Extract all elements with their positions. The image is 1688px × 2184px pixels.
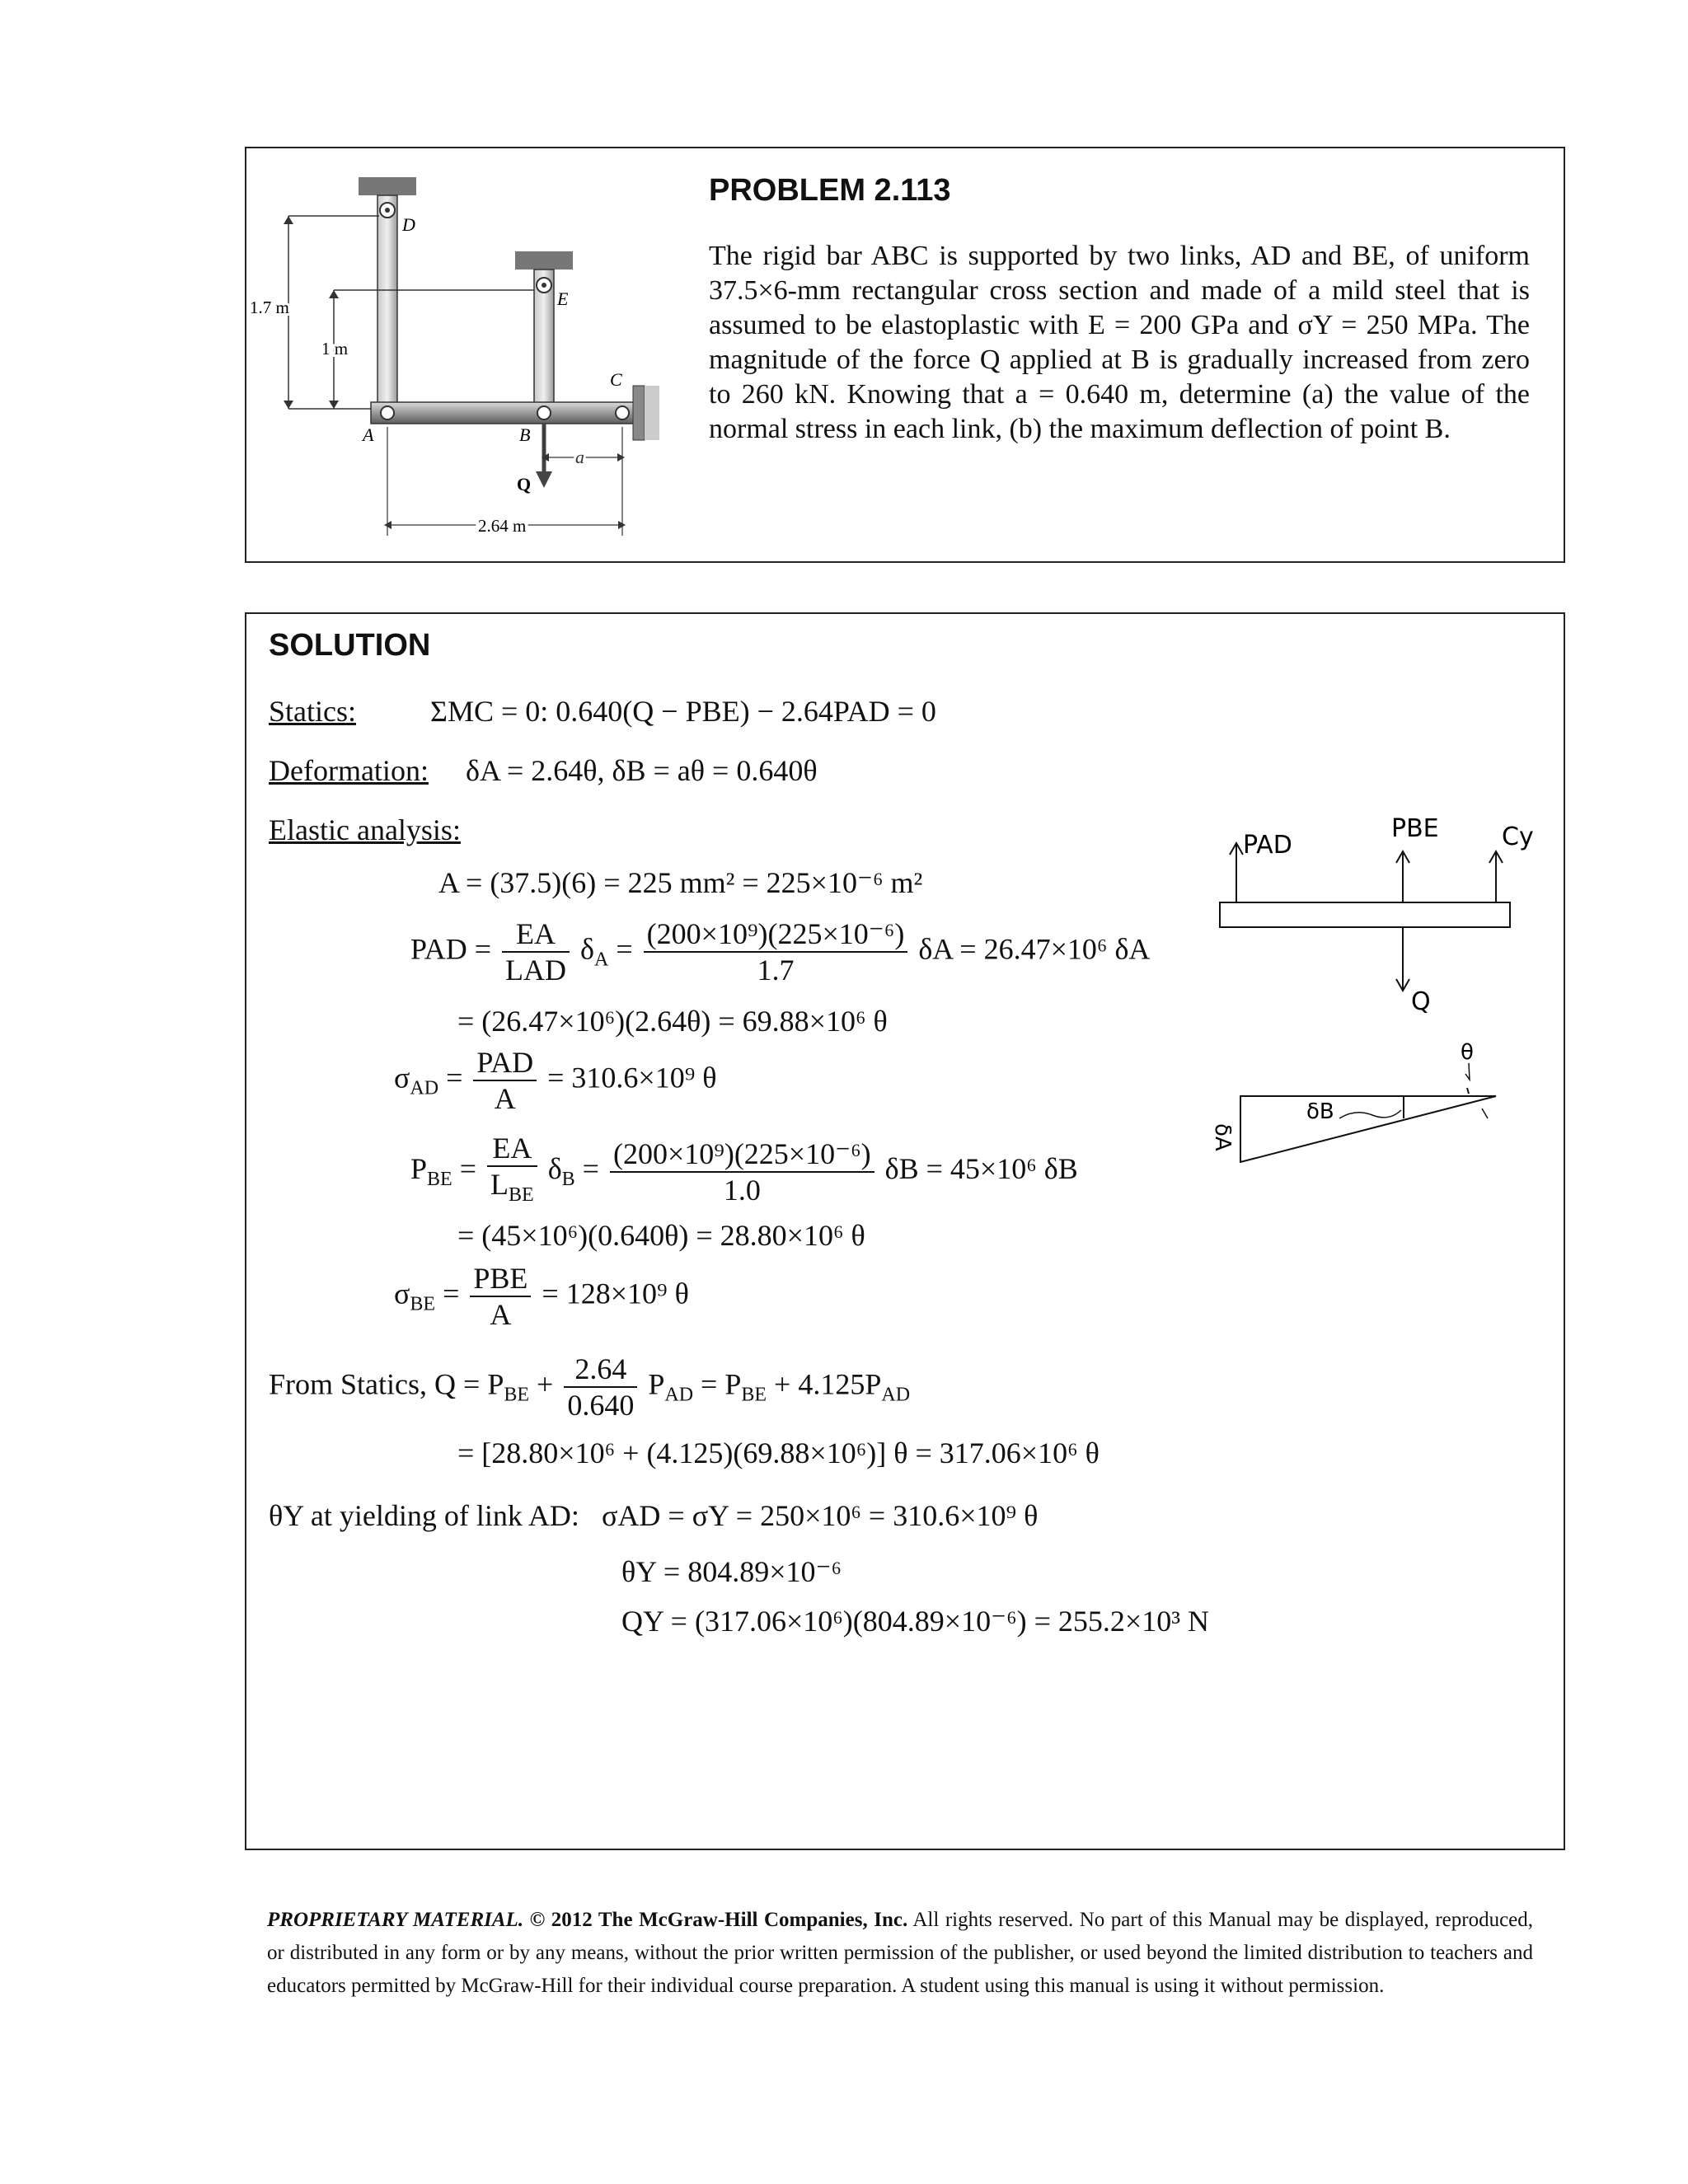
- sketch-bar: [1220, 902, 1510, 927]
- fig-label-q: Q: [517, 474, 532, 494]
- problem-paragraph: The rigid bar ABC is supported by two links, AD and BE, of uniform 37.5×6-mm rectangular cross section and made of a mild steel that is assumed to be elastoplastic with E = 200 GPa and σY = 250 MPa. The magnitude of the force Q applied at B is gradually increased from zero to 260 kN. Knowing that a = 0.640 m, determine (a) the value of the normal stress in each link, (b) the maximum deflection of point B.: [709, 241, 1530, 444]
- sigma-be-result: = 128×10⁹ θ: [542, 1277, 689, 1310]
- fig-label-e: E: [557, 288, 569, 309]
- fig-label-a: A: [363, 424, 374, 445]
- theta-y-eq3: QY = (317.06×10⁶)(804.89×10⁻⁶) = 255.2×10³ N: [621, 1605, 1210, 1638]
- problem-figure: [247, 165, 676, 552]
- pbe-line2: = (45×10⁶)(0.640θ) = 28.80×10⁶ θ: [457, 1219, 865, 1252]
- rigid-bar-abc: [371, 402, 643, 424]
- sketch-label-cy: Cy: [1502, 823, 1534, 851]
- elastic-analysis-label: Elastic analysis:: [269, 813, 461, 846]
- pad-lhs: PAD: [410, 932, 467, 966]
- deformation-label: Deformation:: [269, 754, 429, 787]
- sigma-ad-equation: $\sigma_{AD}$ = $\frac{\text{PAD}}{A}$ = 310.6×10⁹ θ: [394, 1046, 717, 1115]
- wall-c: [633, 386, 645, 440]
- from-statics-label: From Statics,: [269, 1367, 428, 1401]
- theta-y-label: θY at yielding of link AD:: [269, 1499, 579, 1532]
- problem-statement: [709, 239, 1530, 447]
- sketch-label-pad: PAD: [1243, 831, 1292, 860]
- footer-notice: [267, 1904, 1533, 2003]
- sigma-be-equation: $\sigma_{BE}$ = $\frac{\text{PBE}}{A}$ = 128×10⁹ θ: [394, 1262, 689, 1331]
- support-d: [359, 177, 416, 195]
- fig-label-b: B: [519, 424, 531, 445]
- q-frac: $\frac{2.64}{0.640}$: [564, 1352, 637, 1422]
- sketch-label-theta: θ: [1461, 1040, 1474, 1065]
- footer-company: © 2012 The McGraw-Hill Companies, Inc.: [529, 1909, 908, 1931]
- statics-equation: ΣMC = 0: 0.640(Q − PBE) − 2.64PAD = 0: [430, 695, 936, 728]
- sigma-ad-result: = 310.6×10⁹ θ: [547, 1061, 717, 1094]
- pbe-frac-ea: $\frac{EA}{L_{BE}}$: [487, 1131, 537, 1212]
- footer-lead: PROPRIETARY MATERIAL.: [267, 1909, 524, 1931]
- free-body-sketch: [1195, 812, 1541, 1179]
- deformation-equation: δA = 2.64θ, δB = aθ = 0.640θ: [466, 754, 818, 787]
- theta-y-eq1: σAD = σY = 250×10⁶ = 310.6×10⁹ θ: [602, 1499, 1039, 1532]
- pbe-frac-values: $\frac{\text{(200×10⁹)(225×10⁻⁶)}}{1.0}$: [610, 1137, 874, 1207]
- fig-dim-2-64: 2.64 m: [478, 516, 527, 536]
- solution-heading: SOLUTION: [269, 628, 431, 663]
- fig-label-d: D: [402, 214, 415, 235]
- fig-dim-1: 1 m: [321, 339, 349, 359]
- footer-body: All rights reserved. No part of this Manual may be displayed, reproduced, or distributed in any form or by any means, without the prior written permission of the publisher, or used beyond the limited distribution to teachers and educators permitted by McGraw-Hill for their individual course preparation. A student using this manual is using it without permission.: [267, 1909, 1534, 1997]
- sketch-label-q: Q: [1411, 987, 1431, 1016]
- statics-label: Statics:: [269, 695, 356, 728]
- sketch-label-delta-a: δA: [1210, 1123, 1235, 1151]
- sketch-label-delta-b: δB: [1306, 1099, 1334, 1124]
- pad-equation: PAD = $\frac{EA}{\text{LAD}}$ $\delta_A$ = $\frac{\text{(200×10⁹)(225×10⁻⁶)}}{1.7}$ δA = 26.47×10⁶ δA: [410, 917, 1151, 987]
- problem-heading: PROBLEM 2.113: [709, 173, 951, 208]
- sketch-label-pbe: PBE: [1391, 814, 1439, 843]
- deflection-triangle: [1240, 1096, 1496, 1162]
- sigma-be-frac: $\frac{\text{PBE}}{A}$: [470, 1261, 531, 1332]
- pad-line2: = (26.47×10⁶)(2.64θ) = 69.88×10⁶ θ: [457, 1005, 888, 1038]
- area-equation: A = (37.5)(6) = 225 mm² = 225×10⁻⁶ m²: [438, 866, 923, 899]
- fig-label-c: C: [610, 369, 622, 390]
- pad-result: δA = 26.47×10⁶ δA: [918, 932, 1151, 966]
- pbe-equation: $P_{BE}$ = $\frac{EA}{L_{BE}}$ $\delta_B$ = $\frac{\text{(200×10⁹)(225×10⁻⁶)}}{1.0}$ δB = 45×10⁶ δB: [410, 1131, 1078, 1212]
- q-line2: = [28.80×10⁶ + (4.125)(69.88×10⁶)] θ = 317.06×10⁶ θ: [457, 1436, 1100, 1469]
- pad-frac-values: $\frac{\text{(200×10⁹)(225×10⁻⁶)}}{1.7}$: [644, 916, 908, 987]
- pad-frac-ea: $\frac{EA}{\text{LAD}}$: [502, 916, 570, 987]
- solution-box: [245, 612, 1565, 1850]
- support-e: [515, 251, 573, 269]
- theta-y-eq2: θY = 804.89×10⁻⁶: [621, 1555, 842, 1588]
- link-ad: [377, 195, 397, 418]
- fig-dim-1-7: 1.7 m: [250, 298, 289, 317]
- sigma-ad-frac: $\frac{\text{PAD}}{A}$: [473, 1045, 537, 1116]
- pbe-result: δB = 45×10⁶ δB: [884, 1151, 1078, 1185]
- fig-label-a-dim: a: [575, 447, 584, 467]
- q-equation: From Statics, $Q = P_{BE}$ + $\frac{2.64}{0.640}$ $P_{AD} = P_{BE} + 4.125P_{AD}$: [269, 1352, 911, 1422]
